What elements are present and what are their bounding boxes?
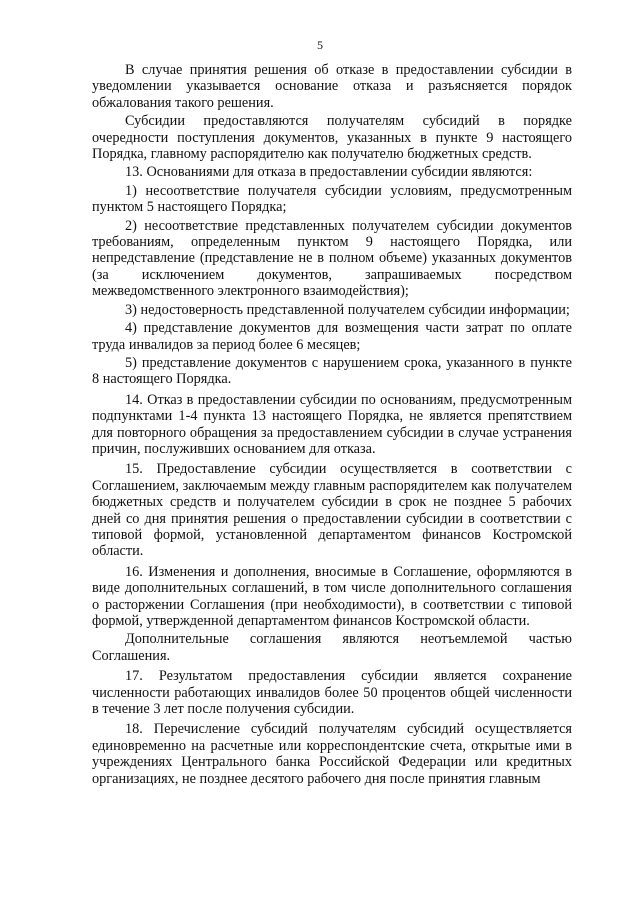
document-body <box>92 62 572 789</box>
paragraph-18: 18. Перечисление субсидий получателям субсидий осуществляется единовременно на расчетные или корреспондентские счета, открытые ими в учреждениях Центрального банка Российской Федерации или кредитных организациях, не позднее десятого рабочего дня после принятия главным <box>92 721 572 787</box>
paragraph-15: 15. Предоставление субсидии осуществляется в соответствии с Соглашением, заключаемым между главным распорядителем как получателем бюджетных средств и получателем субсидии в срок не позднее 5 рабочих дней со дня принятия решения о предоставлении субсидии в соответствии с типовой формой, установленной департаментом финансов Костромской области. <box>92 461 572 560</box>
paragraph-16: 16. Изменения и дополнения, вносимые в Соглашение, оформляются в виде дополнительных соглашений, в том числе дополнительного соглашения о расторжении Соглашения (при необходимости), в соответствии с типовой формой, утвержденной департаментом финансов Костромской области. <box>92 563 572 629</box>
page-number: 5 <box>317 38 323 52</box>
paragraph-additional-agreements: Дополнительные соглашения являются неотъемлемой частью Соглашения. <box>92 631 572 664</box>
paragraph-13-item-1: 1) несоответствие получателя субсидии условиям, предусмотренным пунктом 5 настоящего Порядка; <box>92 182 572 216</box>
paragraph-subsidy-order: Субсидии предоставляются получателям субсидий в порядке очередности поступления документов, указанных в пункте 9 настоящего Порядка, главному распорядителю как получателю бюджетных средств. <box>92 113 572 163</box>
paragraph-13-item-5: 5) представление документов с нарушением срока, указанного в пункте 8 настоящего Порядка. <box>92 354 572 388</box>
paragraph-refusal-notice: В случае принятия решения об отказе в предоставлении субсидии в уведомлении указывается основание отказа и разъясняется порядок обжалования такого решения. <box>92 62 572 111</box>
paragraph-13-heading: 13. Основаниями для отказа в предоставлении субсидии являются: <box>125 164 533 181</box>
paragraph-13-item-3: 3) недостоверность представленной получателем субсидии информации; <box>125 301 570 318</box>
paragraph-13-item-4: 4) представление документов для возмещения части затрат по оплате труда инвалидов за период более 6 месяцев; <box>92 320 572 353</box>
paragraph-13-item-2: 2) несоответствие представленных получателем субсидии документов требованиям, определенным пунктом 9 настоящего Порядка, или непредставление (представление не в полном объеме) указанных документов (за исключением документов, запрашиваемых посредством межведомственного электронного взаимодействия); <box>92 217 572 300</box>
paragraph-14: 14. Отказ в предоставлении субсидии по основаниям, предусмотренным подпунктами 1-4 пункта 13 настоящего Порядка, не является препятствием для повторного обращения за предоставлением субсидии в случае устранения причин, послуживших основанием для отказа. <box>92 391 572 457</box>
paragraph-17: 17. Результатом предоставления субсидии является сохранение численности работающих инвалидов более 50 процентов общей численности в течение 3 лет после получения субсидии. <box>92 668 572 718</box>
